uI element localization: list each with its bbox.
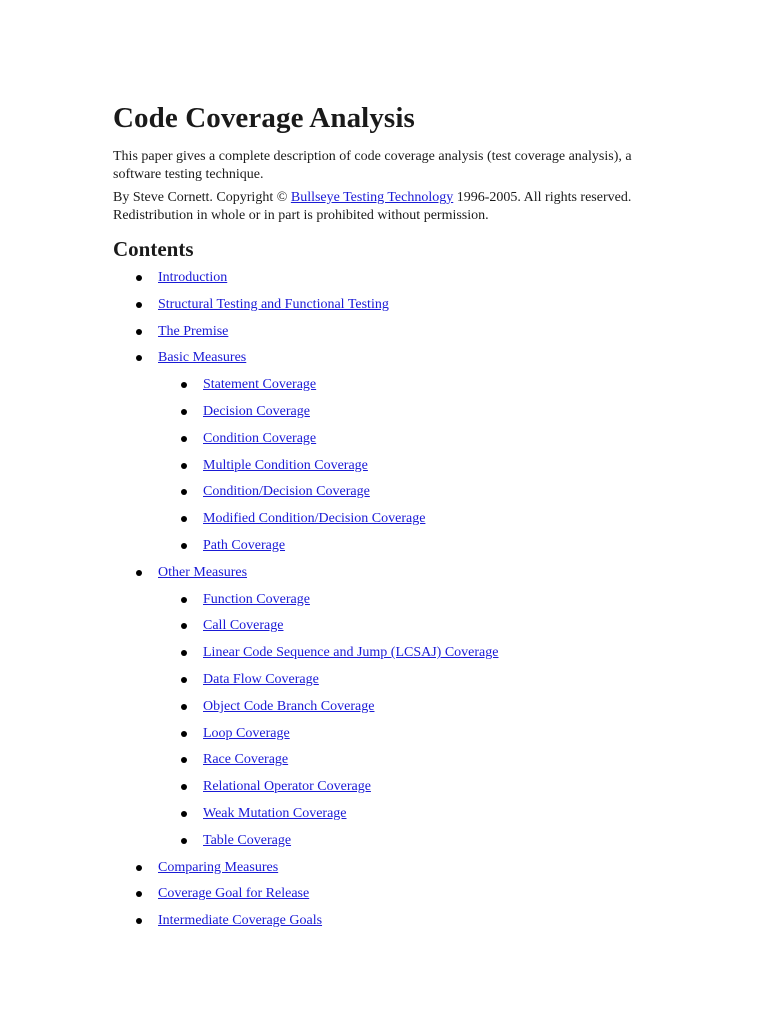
toc-link-basic-measures[interactable]: Basic Measures	[158, 350, 247, 366]
toc-subitem	[113, 617, 633, 635]
toc-link-relational-operator-coverage[interactable]: Relational Operator Coverage	[203, 779, 371, 795]
toc-subitem	[113, 430, 633, 448]
toc-link-introduction[interactable]: Introduction	[158, 270, 228, 285]
toc-link-comparing-measures[interactable]: Comparing Measures	[158, 859, 279, 875]
toc-link-other-measures[interactable]: Other Measures	[158, 564, 248, 580]
bullseye-link[interactable]: Bullseye Testing Technology	[290, 190, 454, 205]
table-of-contents-end	[113, 859, 633, 931]
byline-suffix: 1996-2005. All rights reserved. Redistribution in whole or in part is prohibited without permission.	[113, 190, 632, 223]
toc-item	[113, 564, 633, 582]
toc-subitem	[113, 591, 633, 609]
other-measures-sublist	[113, 591, 633, 850]
toc-item	[113, 323, 633, 341]
toc-link-structural-testing[interactable]: Structural Testing and Functional Testing	[158, 296, 389, 312]
document-page	[113, 100, 633, 939]
toc-subitem	[113, 537, 633, 555]
toc-item	[113, 269, 633, 287]
toc-subitem	[113, 778, 633, 796]
toc-subitem	[113, 376, 633, 394]
toc-link-statement-coverage[interactable]: Statement Coverage	[203, 377, 317, 393]
toc-subitem	[113, 644, 633, 662]
toc-link-multiple-condition-coverage[interactable]: Multiple Condition Coverage	[203, 457, 368, 473]
table-of-contents-continued	[113, 564, 633, 582]
toc-item	[113, 859, 633, 877]
toc-link-decision-coverage[interactable]: Decision Coverage	[203, 403, 310, 419]
toc-item	[113, 349, 633, 367]
toc-link-coverage-goal-release[interactable]: Coverage Goal for Release	[158, 886, 310, 902]
toc-link-condition-decision-coverage[interactable]: Condition/Decision Coverage	[203, 484, 370, 500]
toc-link-intermediate-coverage-goals[interactable]: Intermediate Coverage Goals	[158, 913, 323, 929]
toc-subitem	[113, 832, 633, 850]
byline-prefix: By Steve Cornett. Copyright ©	[113, 190, 291, 205]
basic-measures-sublist	[113, 376, 633, 555]
toc-item	[113, 296, 633, 314]
toc-link-call-coverage[interactable]: Call Coverage	[203, 618, 284, 634]
table-of-contents	[113, 269, 633, 367]
toc-subitem	[113, 457, 633, 475]
toc-subitem	[113, 751, 633, 769]
byline-paragraph	[113, 189, 633, 224]
toc-link-path-coverage[interactable]: Path Coverage	[203, 537, 286, 553]
toc-link-premise[interactable]: The Premise	[158, 323, 229, 339]
toc-subitem	[113, 403, 633, 421]
toc-link-table-coverage[interactable]: Table Coverage	[203, 832, 292, 848]
contents-heading: Contents	[113, 237, 194, 261]
toc-link-object-code-branch-coverage[interactable]: Object Code Branch Coverage	[203, 698, 375, 714]
toc-link-mcdc-coverage[interactable]: Modified Condition/Decision Coverage	[203, 511, 426, 527]
toc-link-loop-coverage[interactable]: Loop Coverage	[203, 725, 290, 741]
toc-subitem	[113, 805, 633, 823]
toc-link-data-flow-coverage[interactable]: Data Flow Coverage	[203, 671, 319, 687]
toc-item	[113, 885, 633, 903]
toc-link-function-coverage[interactable]: Function Coverage	[203, 591, 310, 607]
toc-subitem	[113, 725, 633, 743]
toc-subitem	[113, 698, 633, 716]
toc-subitem	[113, 483, 633, 501]
page-title: Code Coverage Analysis	[113, 102, 415, 134]
toc-link-lcsaj-coverage[interactable]: Linear Code Sequence and Jump (LCSAJ) Coverage	[203, 645, 499, 661]
toc-link-weak-mutation-coverage[interactable]: Weak Mutation Coverage	[203, 805, 347, 821]
toc-link-race-coverage[interactable]: Race Coverage	[203, 752, 289, 768]
toc-link-condition-coverage[interactable]: Condition Coverage	[203, 430, 317, 446]
intro-paragraph: This paper gives a complete description of code coverage analysis (test coverage analysis), a software testing technique.	[113, 149, 632, 182]
toc-item	[113, 912, 633, 930]
toc-subitem	[113, 510, 633, 528]
toc-subitem	[113, 671, 633, 689]
